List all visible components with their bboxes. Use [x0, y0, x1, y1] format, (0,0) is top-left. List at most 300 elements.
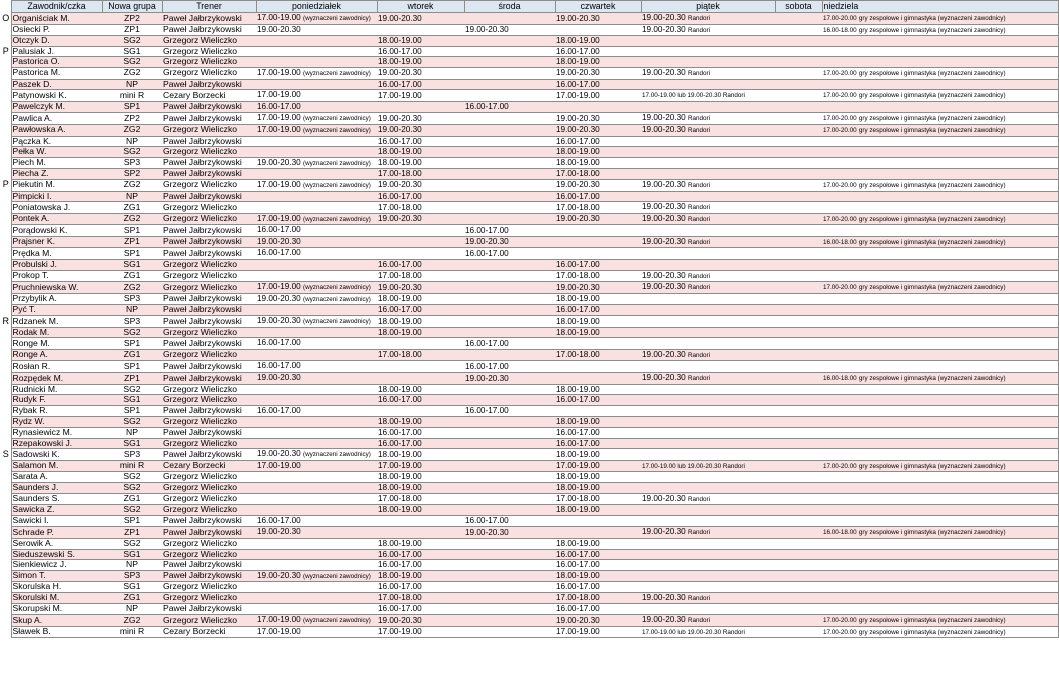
group-code: [102, 147, 162, 158]
cell-value: 16.00-17.00: [378, 560, 422, 570]
cell-value: ZG2: [123, 281, 141, 292]
athlete-name: [11, 515, 102, 527]
group-code: [102, 592, 162, 604]
athlete-name: [11, 592, 102, 604]
monday-cell: [256, 373, 377, 385]
cell-value: Paweł Jałbrzykowski: [163, 101, 242, 112]
friday-cell: [641, 384, 775, 395]
athlete-name: [11, 538, 102, 549]
cell-value: Grzegorz Wieliczko: [163, 504, 238, 515]
sunday-cell: [822, 417, 1058, 428]
saturday-cell: [775, 202, 822, 214]
cell-value: SG2: [123, 146, 141, 157]
header-saturday: sobota: [775, 1, 822, 13]
cell-value: Rodak M.: [12, 326, 50, 337]
cell-value: Randori: [688, 495, 711, 503]
athlete-name: [11, 405, 102, 417]
section-letter: [1, 395, 11, 406]
cell-value: Grzegorz Wieliczko: [163, 124, 238, 135]
sunday-cell: [822, 260, 1058, 271]
cell-value: 19.00-20.30: [556, 615, 600, 625]
cell-value: Grzegorz Wieliczko: [163, 281, 238, 292]
friday-cell: [641, 24, 775, 36]
table-row: [1, 449, 1058, 461]
cell-value: 16.00-17.00: [556, 260, 600, 270]
thursday-cell: [555, 327, 641, 338]
cell-value: 17.00-19.00: [556, 90, 600, 100]
monday-cell: [256, 327, 377, 338]
trainer-name: [162, 549, 256, 560]
header-row: [1, 1, 1058, 13]
monday-cell: [256, 248, 377, 260]
section-letter: [1, 260, 11, 271]
thursday-cell: [555, 202, 641, 214]
saturday-cell: [775, 582, 822, 593]
cell-value: Prajsner K.: [12, 236, 56, 247]
sunday-cell: [822, 113, 1058, 125]
saturday-cell: [775, 236, 822, 248]
group-code: [102, 615, 162, 627]
thursday-cell: [555, 191, 641, 202]
cell-value: (wyznaczeni zawodnicy): [303, 181, 371, 189]
section-letter: [1, 113, 11, 125]
cell-value: NP: [126, 78, 138, 89]
athlete-name: [11, 202, 102, 214]
sunday-cell: [822, 124, 1058, 136]
section-letter: [1, 67, 11, 79]
thursday-cell: [555, 169, 641, 180]
trainer-name: [162, 136, 256, 147]
saturday-cell: [775, 316, 822, 328]
athlete-name: [11, 549, 102, 560]
friday-cell: [641, 338, 775, 350]
cell-value: Porądowski K.: [12, 224, 68, 235]
sunday-cell: [822, 282, 1058, 294]
cell-value: Paweł Jałbrzykowski: [163, 304, 242, 315]
friday-cell: [641, 147, 775, 158]
saturday-cell: [775, 449, 822, 461]
trainer-name: [162, 527, 256, 539]
cell-value: 19.00-20.30: [257, 236, 301, 246]
cell-value: ZP1: [124, 526, 140, 537]
cell-value: SG1: [123, 45, 141, 56]
friday-cell: [641, 90, 775, 102]
section-letter: [1, 316, 11, 328]
thursday-cell: [555, 615, 641, 627]
athlete-name: [11, 604, 102, 615]
friday-cell: [641, 538, 775, 549]
cell-value: Paweł Jałbrzykowski: [163, 247, 242, 258]
cell-value: Przybylik A.: [12, 293, 57, 304]
cell-value: (wyznaczeni zawodnicy): [303, 572, 371, 580]
friday-cell: [641, 582, 775, 593]
saturday-cell: [775, 604, 822, 615]
cell-value: Rzepakowski J.: [12, 437, 73, 448]
friday-cell: [641, 57, 775, 68]
sunday-cell: [822, 136, 1058, 147]
cell-value: 18.00-19.00: [378, 316, 422, 326]
section-letter: [1, 527, 11, 539]
cell-value: Sieduszewski S.: [12, 548, 76, 559]
table-row: [1, 225, 1058, 237]
cell-value: 17.00-19.00: [378, 461, 422, 471]
group-code: [102, 527, 162, 539]
cell-value: Grzegorz Wieliczko: [163, 581, 238, 592]
section-letter: [1, 460, 11, 472]
table-row: [1, 236, 1058, 248]
friday-cell: [641, 248, 775, 260]
table-row: [1, 248, 1058, 260]
wednesday-cell: [464, 438, 555, 449]
wednesday-cell: [464, 24, 555, 36]
saturday-cell: [775, 615, 822, 627]
table-row: [1, 13, 1058, 25]
wednesday-cell: [464, 527, 555, 539]
tuesday-cell: [377, 113, 464, 125]
sunday-cell: [822, 213, 1058, 225]
cell-value: 16.00-17.00: [378, 305, 422, 315]
cell-value: 17.00-19.00: [556, 627, 600, 637]
section-letter: [1, 213, 11, 225]
table-row: [1, 260, 1058, 271]
sunday-cell: [822, 482, 1058, 493]
cell-value: Grzegorz Wieliczko: [163, 592, 238, 603]
cell-value: 19.00-20.30: [465, 373, 509, 383]
cell-value: Grzegorz Wieliczko: [163, 493, 238, 504]
friday-cell: [641, 361, 775, 373]
athlete-name: [11, 225, 102, 237]
cell-value: 16.00-17.00: [556, 136, 600, 146]
cell-value: NP: [126, 426, 138, 437]
cell-value: 18.00-19.00: [378, 147, 422, 157]
tuesday-cell: [377, 482, 464, 493]
cell-value: 16.00-17.00: [257, 405, 301, 415]
cell-value: Skorupski M.: [12, 603, 63, 614]
cell-value: ZG1: [123, 493, 141, 504]
cell-value: Paweł Jałbrzykowski: [163, 293, 242, 304]
friday-cell: [641, 527, 775, 539]
cell-value: Paweł Jałbrzykowski: [163, 112, 242, 123]
wednesday-cell: [464, 373, 555, 385]
cell-value: 19.00-20.30: [642, 202, 686, 212]
sunday-cell: [822, 169, 1058, 180]
cell-value: 18.00-19.00: [556, 472, 600, 482]
cell-value: 16.00-17.00: [257, 515, 301, 525]
cell-value: Paweł Jałbrzykowski: [163, 135, 242, 146]
friday-cell: [641, 482, 775, 493]
cell-value: 16.00-17.00: [378, 582, 422, 592]
trainer-name: [162, 101, 256, 113]
trainer-name: [162, 560, 256, 571]
cell-value: 16.00-17.00: [378, 427, 422, 437]
cell-value: NP: [126, 190, 138, 201]
cell-value: P: [2, 45, 9, 56]
section-letter: [1, 169, 11, 180]
table-row: [1, 549, 1058, 560]
cell-value: 16.00-17.00: [556, 560, 600, 570]
friday-cell: [641, 316, 775, 328]
sunday-cell: [822, 90, 1058, 102]
saturday-cell: [775, 225, 822, 237]
cell-value: 19.00-20.30: [642, 213, 686, 223]
trainer-name: [162, 202, 256, 214]
athlete-name: [11, 472, 102, 483]
cell-value: 17.00-19.00 lub 19.00-20.30 Randori: [642, 628, 745, 636]
saturday-cell: [775, 460, 822, 472]
header-trainer: Trener: [162, 1, 256, 13]
cell-value: Simon T.: [12, 570, 46, 581]
cell-value: 18.00-19.00: [556, 147, 600, 157]
cell-value: Pawlica A.: [12, 112, 53, 123]
cell-value: 16.00-17.00: [257, 361, 301, 371]
group-code: [102, 338, 162, 350]
tuesday-cell: [377, 260, 464, 271]
cell-value: 19.00-20.30: [257, 449, 301, 459]
athlete-name: [11, 260, 102, 271]
section-letter: [1, 338, 11, 350]
sunday-cell: [822, 493, 1058, 505]
cell-value: SP2: [123, 168, 141, 179]
monday-cell: [256, 191, 377, 202]
table-row: [1, 582, 1058, 593]
section-letter: [1, 604, 11, 615]
cell-value: Grzegorz Wieliczko: [163, 471, 238, 482]
sunday-cell: [822, 560, 1058, 571]
group-code: [102, 113, 162, 125]
thursday-cell: [555, 248, 641, 260]
sunday-cell: [822, 46, 1058, 57]
tuesday-cell: [377, 493, 464, 505]
section-letter: [1, 147, 11, 158]
athlete-name: [11, 449, 102, 461]
cell-value: Grzegorz Wieliczko: [163, 326, 238, 337]
group-code: [102, 361, 162, 373]
group-code: [102, 570, 162, 582]
thursday-cell: [555, 549, 641, 560]
table-row: [1, 604, 1058, 615]
wednesday-cell: [464, 248, 555, 260]
saturday-cell: [775, 147, 822, 158]
cell-value: SP3: [123, 315, 141, 326]
group-code: [102, 13, 162, 25]
table-row: [1, 570, 1058, 582]
cell-value: Pastorica M.: [12, 67, 61, 78]
cell-value: (wyznaczeni zawodnicy): [303, 318, 371, 326]
table-row: [1, 67, 1058, 79]
cell-value: Rynasiewicz M.: [12, 426, 73, 437]
trainer-name: [162, 472, 256, 483]
thursday-cell: [555, 472, 641, 483]
cell-value: SP1: [123, 247, 141, 258]
group-code: [102, 384, 162, 395]
trainer-name: [162, 384, 256, 395]
trainer-name: [162, 79, 256, 90]
wednesday-cell: [464, 124, 555, 136]
cell-value: 19.00-20.30: [257, 316, 301, 326]
wednesday-cell: [464, 305, 555, 316]
cell-value: 19.00-20.30: [642, 113, 686, 123]
sunday-cell: [822, 538, 1058, 549]
cell-value: Ronge M.: [12, 337, 50, 348]
athlete-name: [11, 136, 102, 147]
wednesday-cell: [464, 604, 555, 615]
monday-cell: [256, 405, 377, 417]
cell-value: 17.00-19.00: [257, 13, 301, 22]
table-row: [1, 460, 1058, 472]
cell-value: Randori: [688, 69, 711, 77]
cell-value: Skorulski M.: [12, 592, 60, 603]
thursday-cell: [555, 427, 641, 438]
trainer-name: [162, 538, 256, 549]
cell-value: 18.00-19.00: [378, 57, 422, 67]
wednesday-cell: [464, 236, 555, 248]
cell-value: ZG1: [123, 201, 141, 212]
table-row: [1, 270, 1058, 282]
saturday-cell: [775, 179, 822, 191]
trainer-name: [162, 213, 256, 225]
saturday-cell: [775, 169, 822, 180]
tuesday-cell: [377, 338, 464, 350]
athlete-name: [11, 67, 102, 79]
cell-value: SG2: [123, 481, 141, 492]
cell-value: 19.00-20.30: [642, 592, 686, 602]
table-row: [1, 361, 1058, 373]
wednesday-cell: [464, 293, 555, 305]
cell-value: 18.00-19.00: [556, 36, 600, 46]
wednesday-cell: [464, 582, 555, 593]
tuesday-cell: [377, 460, 464, 472]
tuesday-cell: [377, 46, 464, 57]
header-friday: piątek: [641, 1, 775, 13]
monday-cell: [256, 225, 377, 237]
cell-value: 17.00-19.00: [257, 113, 301, 123]
friday-cell: [641, 124, 775, 136]
cell-value: Randori: [688, 26, 711, 34]
saturday-cell: [775, 361, 822, 373]
cell-value: gry zespołowe i gimnastyka (wyznaczeni zawodnicy): [858, 15, 1006, 22]
cell-value: O: [2, 12, 10, 23]
cell-value: Randori: [688, 529, 711, 537]
tuesday-cell: [377, 101, 464, 113]
cell-value: 19.00-20.30: [257, 570, 301, 580]
group-code: [102, 405, 162, 417]
monday-cell: [256, 202, 377, 214]
saturday-cell: [775, 505, 822, 516]
trainer-name: [162, 13, 256, 25]
cell-value: 19.00-20.30: [257, 157, 301, 167]
friday-cell: [641, 515, 775, 527]
sunday-cell: [822, 405, 1058, 417]
section-letter: [1, 615, 11, 627]
group-code: [102, 449, 162, 461]
table-row: [1, 79, 1058, 90]
trainer-name: [162, 505, 256, 516]
table-row: [1, 505, 1058, 516]
cell-value: 18.00-19.00: [378, 482, 422, 492]
section-letter: [1, 570, 11, 582]
group-code: [102, 79, 162, 90]
tuesday-cell: [377, 236, 464, 248]
cell-value: Grzegorz Wieliczko: [163, 179, 238, 190]
cell-value: 17.00-18.00: [556, 593, 600, 603]
monday-cell: [256, 626, 377, 638]
cell-value: ZP2: [124, 12, 140, 23]
trainer-name: [162, 46, 256, 57]
saturday-cell: [775, 417, 822, 428]
cell-value: (wyznaczeni zawodnicy): [303, 69, 371, 77]
table-row: [1, 615, 1058, 627]
cell-value: P: [2, 179, 9, 190]
saturday-cell: [775, 626, 822, 638]
athlete-name: [11, 361, 102, 373]
table-row: [1, 36, 1058, 47]
monday-cell: [256, 36, 377, 47]
cell-value: 16.00-17.00: [378, 260, 422, 270]
cell-value: Rdzanek M.: [12, 315, 59, 326]
cell-value: 19.00-20.30: [378, 13, 422, 23]
trainer-name: [162, 449, 256, 461]
tuesday-cell: [377, 270, 464, 282]
cell-value: 18.00-19.00: [556, 417, 600, 427]
group-code: [102, 472, 162, 483]
sunday-cell: [822, 338, 1058, 350]
wednesday-cell: [464, 615, 555, 627]
cell-value: Paweł Jałbrzykowski: [163, 559, 242, 570]
cell-value: Salamon M.: [12, 460, 59, 471]
sunday-cell: [822, 191, 1058, 202]
cell-value: 16.00-17.00: [378, 395, 422, 405]
cell-value: 18.00-19.00: [378, 417, 422, 427]
table-body: [1, 13, 1058, 638]
friday-cell: [641, 225, 775, 237]
sunday-cell: [822, 101, 1058, 113]
athlete-name: [11, 270, 102, 282]
cell-value: (wyznaczeni zawodnicy): [303, 115, 371, 123]
monday-cell: [256, 515, 377, 527]
section-letter: [1, 592, 11, 604]
wednesday-cell: [464, 549, 555, 560]
monday-cell: [256, 124, 377, 136]
athlete-name: [11, 316, 102, 328]
athlete-name: [11, 46, 102, 57]
cell-value: ZP1: [124, 372, 140, 383]
sunday-cell: [822, 472, 1058, 483]
wednesday-cell: [464, 202, 555, 214]
friday-cell: [641, 293, 775, 305]
section-letter: [1, 90, 11, 102]
cell-value: 19.00-20.30: [378, 113, 422, 123]
cell-value: 16.00-17.00: [465, 516, 509, 526]
cell-value: 17.00-19.00: [257, 626, 301, 636]
monday-cell: [256, 46, 377, 57]
section-letter: [1, 202, 11, 214]
tuesday-cell: [377, 615, 464, 627]
saturday-cell: [775, 113, 822, 125]
thursday-cell: [555, 305, 641, 316]
cell-value: 16.00-17.00: [465, 338, 509, 348]
cell-value: SP1: [123, 337, 141, 348]
athlete-name: [11, 373, 102, 385]
cell-value: 19.00-20.30: [642, 270, 686, 280]
cell-value: Grzegorz Wieliczko: [163, 349, 238, 360]
cell-value: Sławek B.: [12, 626, 51, 637]
cell-value: 17.00-18.00: [556, 494, 600, 504]
tuesday-cell: [377, 560, 464, 571]
trainer-name: [162, 147, 256, 158]
thursday-cell: [555, 604, 641, 615]
cell-value: 19.00-20.30: [642, 236, 686, 246]
cell-value: ZG1: [123, 592, 141, 603]
